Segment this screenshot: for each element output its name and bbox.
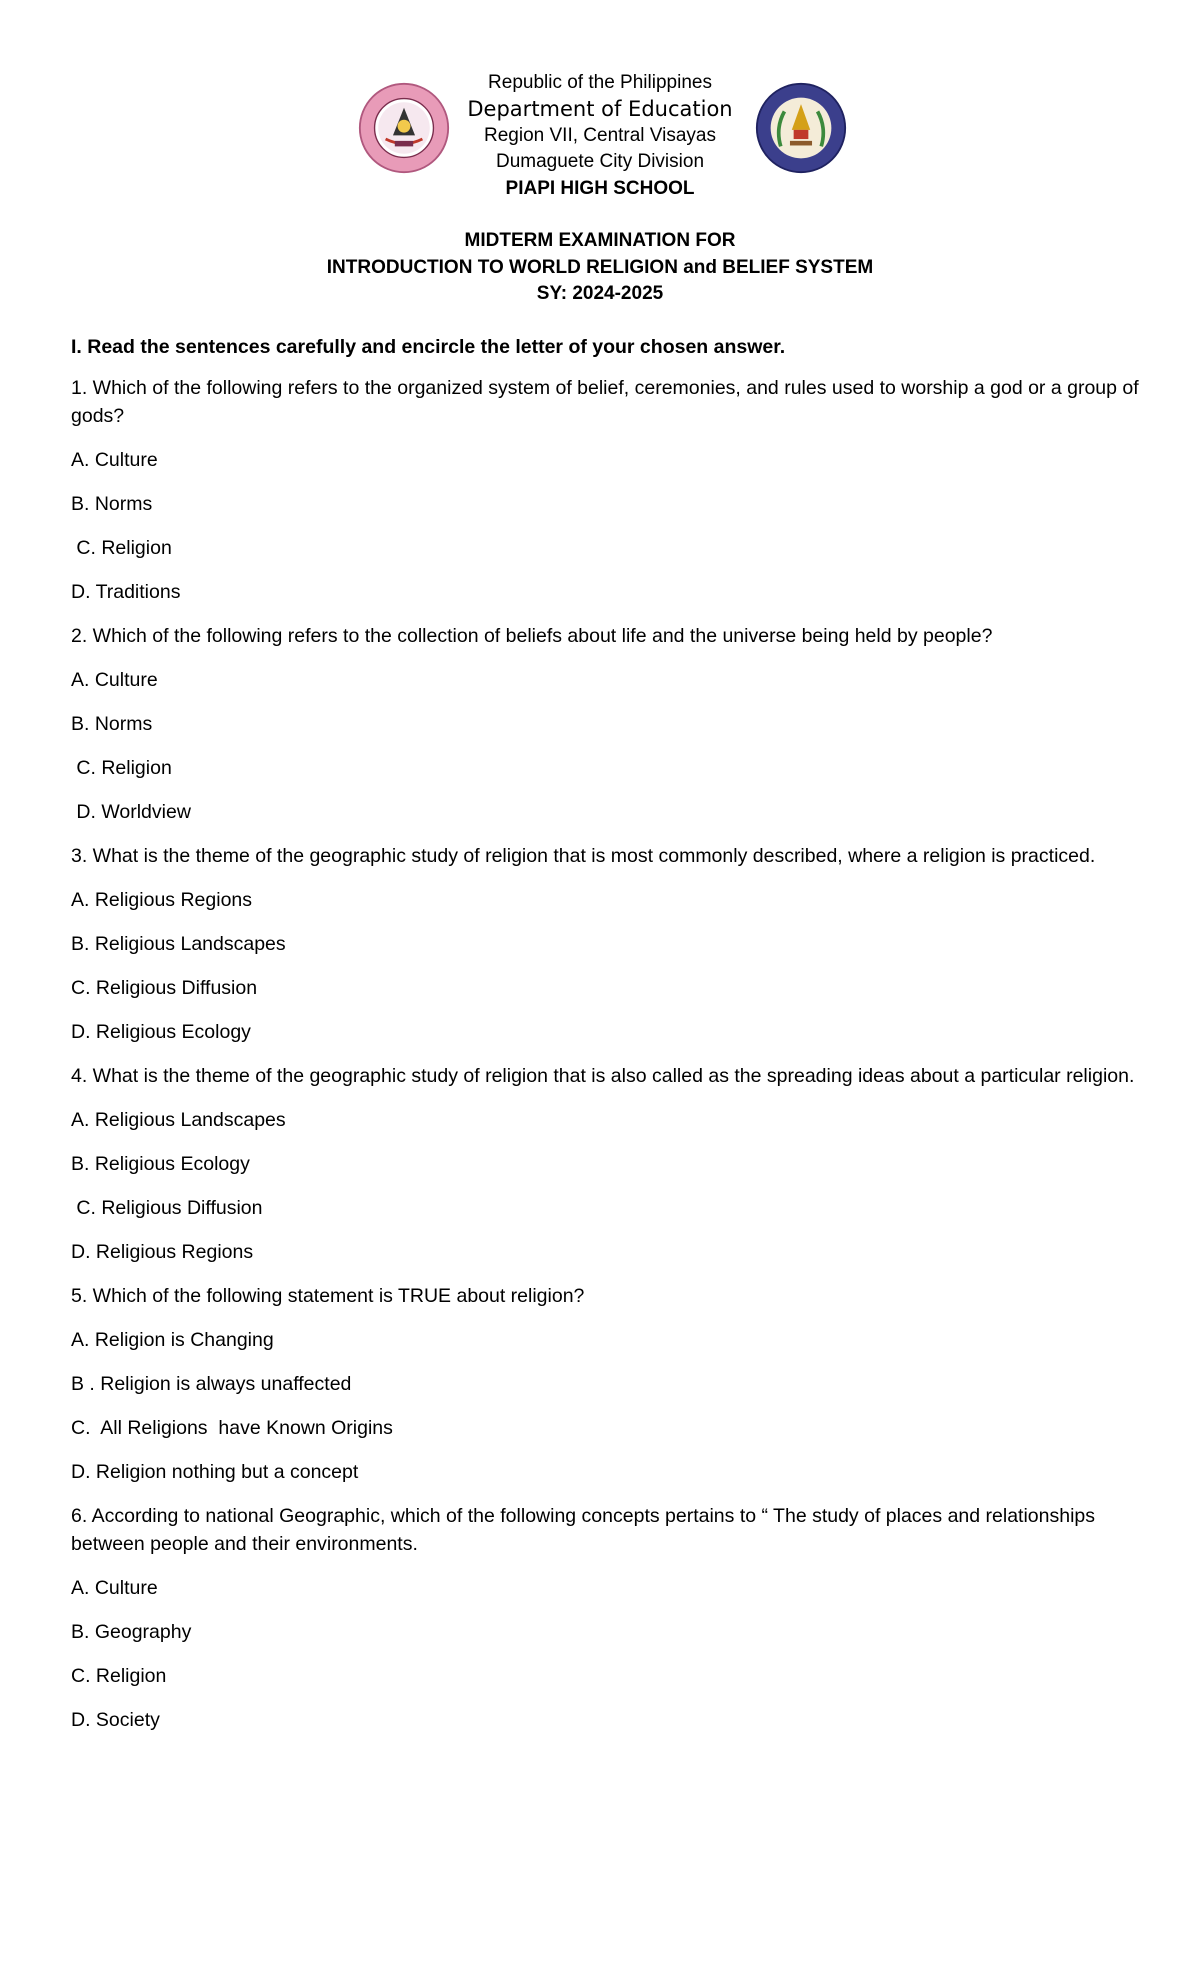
option-a: A. Culture: [71, 449, 158, 471]
republic-line: Republic of the Philippines: [488, 72, 712, 93]
question-text: 4. What is the theme of the geographic study of religion that is also called as the spreading ideas about a particular religion.: [71, 1065, 1135, 1087]
question-3: [71, 842, 1141, 1046]
question-text: 5. Which of the following statement is TRUE about religion?: [71, 1285, 585, 1307]
option-c: C. Religion: [71, 537, 172, 559]
question-4: [71, 1062, 1141, 1266]
option-d: D. Religious Regions: [71, 1241, 254, 1263]
question-text: 1. Which of the following refers to the organized system of belief, ceremonies, and rules used to worship a god or a group of gods?: [71, 377, 1139, 427]
option-a: A. Culture: [71, 669, 158, 691]
option-a: A. Religious Regions: [71, 889, 253, 911]
exam-content: [71, 334, 1141, 1750]
exam-title: [0, 228, 1200, 308]
option-b: B. Geography: [71, 1621, 192, 1643]
option-d: D. Religion nothing but a concept: [71, 1461, 359, 1483]
instruction: I. Read the sentences carefully and encircle the letter of your chosen answer.: [71, 336, 786, 358]
question-1: [71, 374, 1141, 606]
department-line: Department of Education: [467, 97, 733, 121]
exam-title-line-2: INTRODUCTION TO WORLD RELIGION and BELIEF SYSTEM: [326, 256, 874, 278]
option-c: C. All Religions have Known Origins: [71, 1417, 393, 1439]
question-2: [71, 622, 1141, 826]
question-text: 6. According to national Geographic, which of the following concepts pertains to “ The study of places and relationships between people and their environments.: [71, 1505, 1095, 1555]
question-text: 3. What is the theme of the geographic study of religion that is most commonly described, where a religion is practiced.: [71, 845, 1096, 867]
option-b: B. Religious Landscapes: [71, 933, 286, 955]
option-c: C. Religious Diffusion: [71, 977, 258, 999]
option-a: A. Culture: [71, 1577, 158, 1599]
question-text: 2. Which of the following refers to the collection of beliefs about life and the universe being held by people?: [71, 625, 993, 647]
question-6: [71, 1502, 1141, 1734]
region-line: Region VII, Central Visayas: [484, 125, 716, 146]
exam-title-line-3: SY: 2024-2025: [536, 283, 664, 304]
option-d: D. Traditions: [71, 581, 181, 603]
option-b: B. Norms: [71, 493, 153, 515]
option-a: A. Religious Landscapes: [71, 1109, 286, 1131]
option-d: D. Worldview: [71, 801, 191, 823]
option-c: C. Religion: [71, 1665, 167, 1687]
division-line: Dumaguete City Division: [495, 151, 705, 172]
option-b: B. Religious Ecology: [71, 1153, 250, 1175]
school-name: PIAPI HIGH SCHOOL: [505, 178, 695, 199]
question-5: [71, 1282, 1141, 1486]
letterhead: [0, 70, 1200, 202]
option-b: B. Norms: [71, 713, 153, 735]
option-c: C. Religious Diffusion: [71, 1197, 263, 1219]
option-b: B . Religion is always unaffected: [71, 1373, 352, 1395]
option-d: D. Religious Ecology: [71, 1021, 251, 1043]
option-c: C. Religion: [71, 757, 172, 779]
option-d: D. Society: [71, 1709, 160, 1731]
option-a: A. Religion is Changing: [71, 1329, 274, 1351]
exam-title-line-1: MIDTERM EXAMINATION FOR: [464, 230, 736, 251]
